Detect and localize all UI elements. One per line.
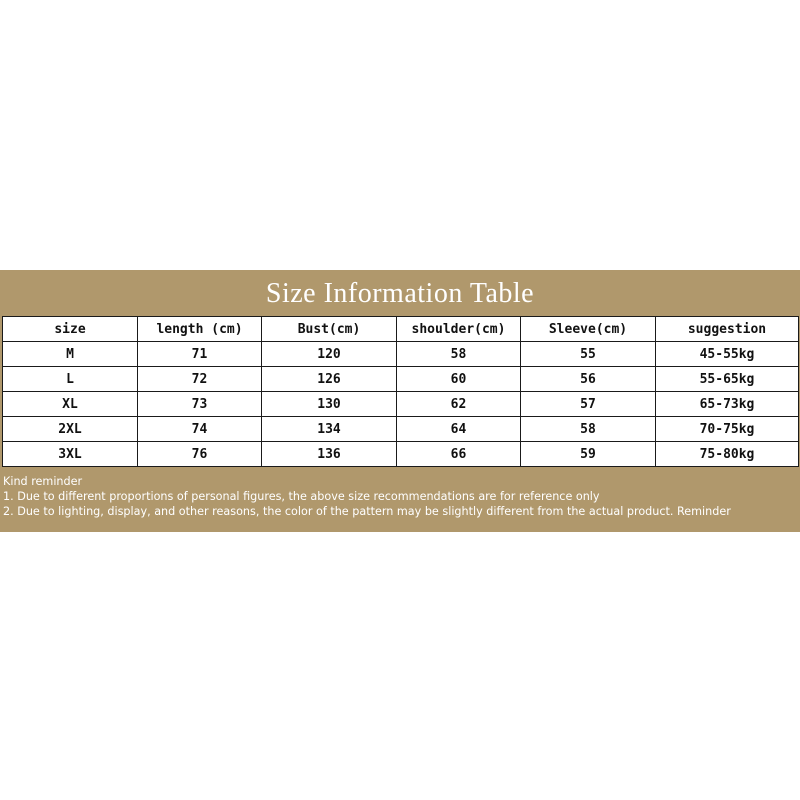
notes-heading: Kind reminder [3,475,83,488]
table-row [3,442,799,467]
cell-bust: 136 [262,442,397,467]
header-size: size [3,317,138,342]
cell-bust: 120 [262,342,397,367]
cell-size: 3XL [3,442,138,467]
cell-sleeve: 58 [521,417,656,442]
cell-sleeve: 57 [521,392,656,417]
cell-bust: 130 [262,392,397,417]
header-sleeve: Sleeve(cm) [521,317,656,342]
cell-shoulder: 64 [397,417,521,442]
cell-size: L [3,367,138,392]
header-bust: Bust(cm) [262,317,397,342]
cell-suggestion: 55-65kg [656,367,799,392]
notes-line-1: 1. Due to different proportions of personal figures, the above size recommendations are for reference only [3,490,600,503]
cell-shoulder: 58 [397,342,521,367]
header-shoulder: shoulder(cm) [397,317,521,342]
cell-length: 74 [138,417,262,442]
cell-bust: 134 [262,417,397,442]
cell-shoulder: 62 [397,392,521,417]
cell-length: 71 [138,342,262,367]
table-title: Size Information Table [265,278,535,309]
cell-bust: 126 [262,367,397,392]
cell-length: 76 [138,442,262,467]
cell-suggestion: 70-75kg [656,417,799,442]
header-suggestion: suggestion [656,317,799,342]
cell-shoulder: 66 [397,442,521,467]
cell-sleeve: 59 [521,442,656,467]
table-row [3,367,799,392]
cell-suggestion: 75-80kg [656,442,799,467]
cell-sleeve: 55 [521,342,656,367]
cell-length: 72 [138,367,262,392]
cell-size: M [3,342,138,367]
table-row [3,342,799,367]
notes-line-2: 2. Due to lighting, display, and other reasons, the color of the pattern may be slightly different from the actual product. Reminder [3,505,731,518]
table-row [3,417,799,442]
cell-shoulder: 60 [397,367,521,392]
header-length: length (cm) [138,317,262,342]
cell-sleeve: 56 [521,367,656,392]
cell-suggestion: 65-73kg [656,392,799,417]
table-header-row [3,317,799,342]
table-row [3,392,799,417]
kind-reminder-notes [3,474,797,519]
cell-size: 2XL [3,417,138,442]
size-information-table [2,316,799,467]
cell-length: 73 [138,392,262,417]
cell-suggestion: 45-55kg [656,342,799,367]
cell-size: XL [3,392,138,417]
